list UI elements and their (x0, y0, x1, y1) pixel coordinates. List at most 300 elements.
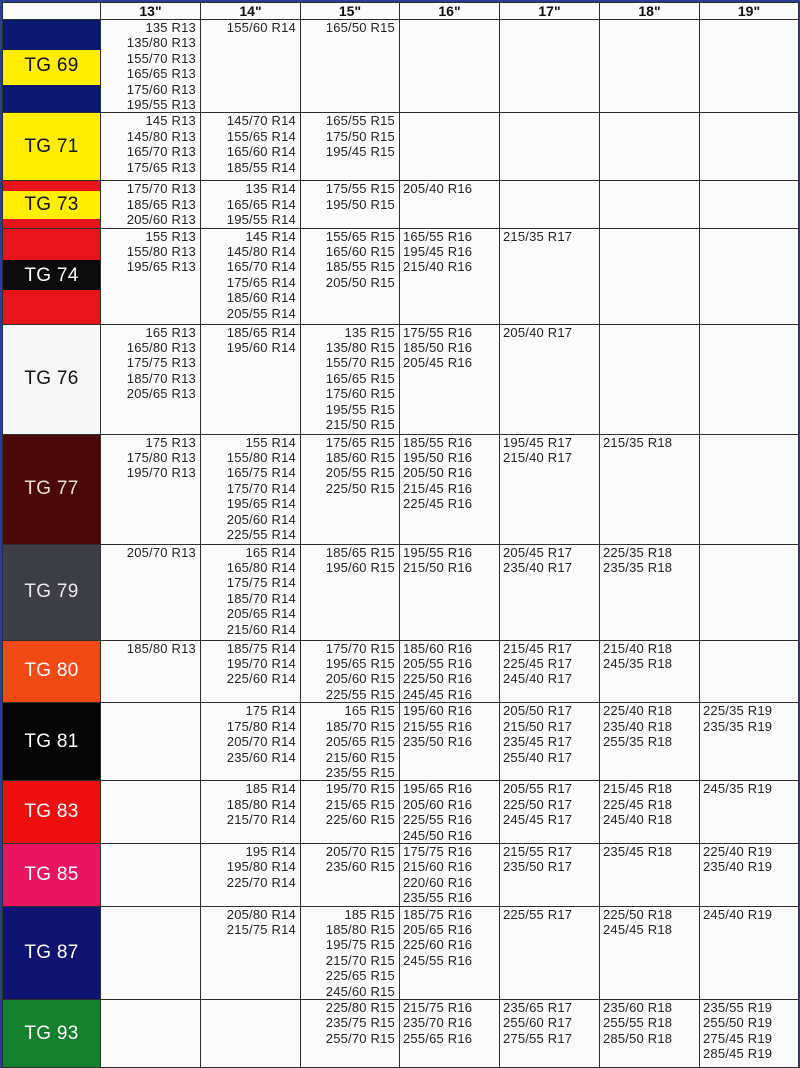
tire-size: 185 R15 (344, 906, 395, 922)
size-cell (201, 843, 301, 906)
tire-size: 225/55 R14 (226, 527, 296, 543)
tire-size: 205/55 R16 (403, 656, 473, 672)
tire-size: 225/50 R17 (503, 796, 573, 812)
tire-size: 175/70 R14 (226, 480, 296, 496)
tire-size: 215/40 R16 (403, 259, 473, 275)
tire-size: 235/40 R19 (703, 859, 773, 875)
size-cell (600, 843, 700, 906)
tire-size: 215/55 R17 (503, 843, 573, 859)
tire-size: 175/55 R15 (325, 181, 395, 197)
size-cell (101, 324, 201, 434)
size-cell (201, 20, 301, 113)
model-name: TG 93 (24, 1022, 79, 1044)
tire-size: 165/55 R15 (325, 113, 395, 129)
tire-size: 225/45 R16 (403, 496, 473, 512)
rim-size-header: 16" (400, 3, 500, 20)
tire-size: 205/45 R17 (503, 544, 573, 560)
size-cell (400, 113, 500, 181)
rim-size-header: 19" (700, 3, 799, 20)
tire-size: 165/55 R16 (403, 228, 473, 244)
tire-size: 225/35 R18 (603, 544, 673, 560)
tire-size: 165/65 R13 (126, 66, 196, 82)
size-cell (101, 228, 201, 324)
tire-size: 195/60 R14 (226, 340, 296, 356)
size-cell (400, 906, 500, 999)
tire-size: 135/80 R13 (126, 35, 196, 51)
tire-size: 235/35 R19 (703, 718, 773, 734)
tire-size: 215/40 R18 (603, 640, 673, 656)
tire-size: 175 R14 (245, 703, 296, 719)
tire-size: 245/60 R15 (325, 983, 395, 999)
tire-size: 205/70 R15 (325, 843, 395, 859)
size-cell (500, 1000, 600, 1068)
tire-size: 145/70 R14 (226, 113, 296, 129)
tire-size: 215/45 R18 (603, 781, 673, 797)
tire-size: 225/60 R16 (403, 937, 473, 953)
model-name: TG 71 (24, 135, 79, 157)
tire-size: 235/60 R15 (325, 859, 395, 875)
size-cell (500, 181, 600, 228)
chain-model-label (3, 181, 101, 228)
size-cell (101, 113, 201, 181)
table-row (3, 113, 799, 181)
tire-size: 225/50 R15 (325, 480, 395, 496)
size-cell (201, 113, 301, 181)
table-row (3, 324, 799, 434)
size-cell (301, 906, 400, 999)
tire-size: 215/60 R15 (325, 749, 395, 765)
tire-size: 255/40 R17 (503, 749, 573, 765)
tire-size: 255/60 R17 (503, 1015, 573, 1031)
tire-size: 165 R13 (145, 324, 196, 340)
tire-size: 135/80 R15 (325, 340, 395, 356)
tire-size: 195 R14 (245, 843, 296, 859)
tire-size: 220/60 R16 (403, 874, 473, 890)
tire-size: 205/55 R15 (325, 465, 395, 481)
tire-size: 225/80 R15 (325, 1000, 395, 1015)
tire-size: 175/60 R13 (126, 81, 196, 97)
model-name: TG 76 (24, 368, 79, 390)
size-cell (201, 434, 301, 544)
tire-size: 165/60 R15 (325, 244, 395, 260)
tire-size: 205/80 R14 (226, 906, 296, 922)
table-row (3, 781, 799, 844)
chain-model-label (3, 434, 101, 544)
rim-size-header: 17" (500, 3, 600, 20)
model-name: TG 79 (24, 581, 79, 603)
tire-size: 235/40 R17 (503, 560, 573, 576)
tire-size: 195/50 R15 (325, 196, 395, 212)
size-cell (500, 640, 600, 703)
size-cell (201, 640, 301, 703)
tire-size: 215/35 R18 (603, 434, 673, 450)
tire-size: 175/75 R14 (226, 575, 296, 591)
tire-size: 195/65 R15 (325, 656, 395, 672)
tire-size: 215/70 R14 (226, 812, 296, 828)
tire-size: 215/55 R16 (403, 718, 473, 734)
tire-size: 175/65 R15 (325, 434, 395, 450)
tire-size: 185/80 R14 (226, 796, 296, 812)
tire-size: 215/75 R16 (403, 1000, 473, 1015)
tire-size: 225/60 R14 (226, 671, 296, 687)
size-cell (201, 906, 301, 999)
size-cell (400, 324, 500, 434)
tire-size: 205/55 R17 (503, 781, 573, 797)
tire-size: 225/45 R18 (603, 796, 673, 812)
chain-model-label (3, 640, 101, 703)
size-cell (500, 228, 600, 324)
tire-size: 215/50 R17 (503, 718, 573, 734)
size-cell (700, 703, 799, 781)
tire-size: 185/60 R14 (226, 290, 296, 306)
size-cell (101, 843, 201, 906)
tire-size: 155/70 R15 (325, 355, 395, 371)
tire-size: 245/40 R17 (503, 671, 573, 687)
tire-size: 225/50 R18 (603, 906, 673, 922)
tire-size: 145 R14 (245, 228, 296, 244)
size-cell (500, 20, 600, 113)
tire-size: 225/60 R15 (325, 812, 395, 828)
size-cell (500, 434, 600, 544)
size-cell (600, 1000, 700, 1068)
table-body (3, 20, 799, 1068)
size-cell (500, 906, 600, 999)
size-cell (700, 1000, 799, 1068)
size-cell (101, 640, 201, 703)
tire-size: 225/40 R19 (703, 843, 773, 859)
tire-size: 175 R13 (145, 434, 196, 450)
tire-size: 245/45 R17 (503, 812, 573, 828)
tire-size: 145 R13 (145, 113, 196, 129)
size-cell (500, 113, 600, 181)
tire-size: 205/55 R14 (226, 305, 296, 321)
tire-size: 215/50 R15 (325, 417, 395, 433)
size-cell (700, 906, 799, 999)
tire-size: 185/80 R13 (126, 640, 196, 656)
tire-size: 195/70 R13 (126, 465, 196, 481)
size-cell (600, 113, 700, 181)
size-cell (700, 228, 799, 324)
tire-size: 185/75 R16 (403, 906, 473, 922)
color-band (3, 20, 100, 50)
tire-size: 165/80 R14 (226, 560, 296, 576)
tire-size: 235/55 R16 (403, 890, 473, 906)
tire-size: 245/45 R16 (403, 686, 473, 702)
tire-size: 145/80 R13 (126, 128, 196, 144)
tire-size: 205/65 R13 (126, 386, 196, 402)
tire-size: 185/75 R14 (226, 640, 296, 656)
tire-size: 235/60 R18 (603, 1000, 673, 1015)
tire-size: 215/45 R17 (503, 640, 573, 656)
table-row (3, 640, 799, 703)
size-cell (201, 181, 301, 228)
size-cell (301, 20, 400, 113)
size-cell (301, 703, 400, 781)
tire-size: 185/65 R15 (325, 544, 395, 560)
size-cell (301, 843, 400, 906)
tire-size: 245/35 R19 (703, 781, 773, 797)
tire-size: 205/45 R16 (403, 355, 473, 371)
size-cell (301, 181, 400, 228)
tire-size: 245/45 R18 (603, 921, 673, 937)
size-cell (400, 640, 500, 703)
tire-size: 195/50 R16 (403, 450, 473, 466)
model-name: TG 77 (24, 478, 79, 500)
tire-size: 225/70 R14 (226, 874, 296, 890)
size-cell (400, 434, 500, 544)
tire-size: 225/50 R16 (403, 671, 473, 687)
table-row (3, 1000, 799, 1068)
tire-size: 195/65 R13 (126, 259, 196, 275)
size-cell (301, 324, 400, 434)
size-cell (500, 544, 600, 640)
tire-size: 205/50 R16 (403, 465, 473, 481)
size-cell (101, 434, 201, 544)
color-band (3, 85, 100, 113)
size-cell (201, 781, 301, 844)
tire-size: 225/55 R17 (503, 906, 573, 922)
size-cell (101, 703, 201, 781)
tire-size: 215/70 R15 (325, 952, 395, 968)
size-cell (400, 843, 500, 906)
size-cell (400, 544, 500, 640)
tire-size: 225/45 R17 (503, 656, 573, 672)
tire-size: 215/75 R14 (226, 921, 296, 937)
tire-size: 215/50 R16 (403, 560, 473, 576)
tire-size: 235/55 R19 (703, 1000, 773, 1015)
tire-size: 165/70 R14 (226, 259, 296, 275)
chain-model-label (3, 703, 101, 781)
tire-size: 205/60 R14 (226, 511, 296, 527)
table-row (3, 434, 799, 544)
tire-size: 255/35 R18 (603, 734, 673, 750)
model-name: TG 85 (24, 863, 79, 885)
tire-size: 195/60 R16 (403, 703, 473, 719)
tire-size: 205/50 R15 (325, 274, 395, 290)
tire-size: 215/60 R14 (226, 621, 296, 637)
table-row (3, 703, 799, 781)
size-cell (500, 324, 600, 434)
model-name: TG 81 (24, 730, 79, 752)
tire-size: 205/60 R13 (126, 212, 196, 228)
tire-size: 205/65 R15 (325, 734, 395, 750)
tire-size: 175/80 R14 (226, 718, 296, 734)
size-cell (301, 781, 400, 844)
tire-size: 155/65 R14 (226, 128, 296, 144)
tire-size: 195/45 R17 (503, 434, 573, 450)
color-band (3, 219, 100, 227)
tire-size: 255/50 R19 (703, 1015, 773, 1031)
tire-size: 155 R13 (145, 228, 196, 244)
size-cell (101, 1000, 201, 1068)
tire-size: 205/70 R14 (226, 734, 296, 750)
size-cell (101, 20, 201, 113)
size-cell (101, 181, 201, 228)
tire-size: 245/35 R18 (603, 656, 673, 672)
size-cell (201, 1000, 301, 1068)
tire-size: 185/65 R14 (226, 324, 296, 340)
size-cell (201, 324, 301, 434)
size-cell (400, 228, 500, 324)
size-cell (400, 1000, 500, 1068)
size-cell (101, 781, 201, 844)
chain-model-label (3, 1000, 101, 1068)
tire-size: 185/70 R15 (325, 718, 395, 734)
tire-size: 165/65 R15 (325, 370, 395, 386)
tire-size: 205/60 R15 (325, 671, 395, 687)
rim-size-header: 15" (301, 3, 400, 20)
table-row (3, 181, 799, 228)
tire-size: 225/35 R19 (703, 703, 773, 719)
size-cell (600, 906, 700, 999)
tire-size: 235/70 R16 (403, 1015, 473, 1031)
tire-size: 185/70 R14 (226, 590, 296, 606)
size-cell (700, 434, 799, 544)
tire-size: 195/55 R15 (325, 401, 395, 417)
table-row (3, 228, 799, 324)
tire-size: 165/50 R15 (325, 20, 395, 35)
size-cell (301, 434, 400, 544)
tire-size: 195/70 R14 (226, 656, 296, 672)
tire-size: 235/60 R14 (226, 749, 296, 765)
tire-size: 165/60 R14 (226, 144, 296, 160)
tire-size: 175/65 R14 (226, 274, 296, 290)
model-name: TG 80 (24, 660, 79, 682)
tire-size: 195/55 R13 (126, 97, 196, 113)
tire-size: 195/70 R15 (325, 781, 395, 797)
model-name: TG 73 (24, 193, 79, 215)
tire-size: 175/80 R13 (126, 450, 196, 466)
tire-size: 165/65 R14 (226, 196, 296, 212)
tire-size: 235/55 R15 (325, 764, 395, 780)
tire-size: 175/50 R15 (325, 128, 395, 144)
size-cell (600, 434, 700, 544)
tire-size: 175/65 R13 (126, 159, 196, 175)
table-row (3, 906, 799, 999)
model-name: TG 69 (24, 55, 79, 77)
size-cell (700, 843, 799, 906)
chain-model-label (3, 906, 101, 999)
tire-size: 195/65 R14 (226, 496, 296, 512)
size-cell (600, 781, 700, 844)
table-row (3, 843, 799, 906)
tire-size: 185/60 R16 (403, 640, 473, 656)
tire-size: 255/55 R18 (603, 1015, 673, 1031)
tire-size: 165 R15 (344, 703, 395, 719)
tire-size: 195/60 R15 (325, 560, 395, 576)
size-cell (600, 544, 700, 640)
tire-size: 215/35 R17 (503, 228, 573, 244)
tire-size: 175/75 R13 (126, 355, 196, 371)
tire-size: 185/55 R14 (226, 159, 296, 175)
tire-size: 135 R13 (145, 20, 196, 35)
size-cell (700, 324, 799, 434)
tire-size: 195/75 R15 (325, 937, 395, 953)
chain-model-label (3, 781, 101, 844)
size-cell (301, 640, 400, 703)
tire-size: 155/70 R13 (126, 50, 196, 66)
tire-size: 235/35 R18 (603, 560, 673, 576)
tire-size: 195/45 R15 (325, 144, 395, 160)
tire-size: 225/55 R15 (325, 686, 395, 702)
size-cell (301, 1000, 400, 1068)
size-cell (600, 181, 700, 228)
tire-size: 235/45 R17 (503, 734, 573, 750)
size-cell (101, 906, 201, 999)
rim-size-header: 13" (101, 3, 201, 20)
tire-size: 205/65 R16 (403, 921, 473, 937)
size-cell (600, 20, 700, 113)
chain-model-label (3, 20, 101, 113)
size-cell (600, 228, 700, 324)
tire-size: 205/65 R14 (226, 606, 296, 622)
tire-size: 155/80 R13 (126, 244, 196, 260)
rim-size-header: 18" (600, 3, 700, 20)
rim-size-header: 14" (201, 3, 301, 20)
size-cell (700, 640, 799, 703)
tire-size: 195/55 R16 (403, 544, 473, 560)
color-band (3, 229, 100, 260)
tire-size: 155/65 R15 (325, 228, 395, 244)
tire-size: 235/65 R17 (503, 1000, 573, 1015)
tire-size: 215/45 R16 (403, 480, 473, 496)
tire-size: 235/45 R18 (603, 843, 673, 859)
chain-model-label (3, 843, 101, 906)
tire-size: 215/60 R16 (403, 859, 473, 875)
tire-size: 175/70 R15 (325, 640, 395, 656)
size-table (2, 2, 799, 1068)
tire-size: 175/75 R16 (403, 843, 473, 859)
tire-size: 165/80 R13 (126, 340, 196, 356)
size-cell (201, 228, 301, 324)
model-name: TG 87 (24, 941, 79, 963)
size-cell (400, 20, 500, 113)
tire-size: 185/70 R13 (126, 370, 196, 386)
color-band (3, 290, 100, 323)
size-cell (500, 703, 600, 781)
tire-size: 175/60 R15 (325, 386, 395, 402)
tire-size: 175/70 R13 (126, 181, 196, 197)
tire-size: 185 R14 (245, 781, 296, 797)
tire-size: 165 R14 (245, 544, 296, 560)
tire-size: 185/55 R15 (325, 259, 395, 275)
tire-size: 285/45 R19 (703, 1046, 773, 1062)
tire-size: 205/60 R16 (403, 796, 473, 812)
tire-size: 185/55 R16 (403, 434, 473, 450)
size-cell (301, 544, 400, 640)
tire-size: 275/55 R17 (503, 1030, 573, 1046)
tire-size: 155 R14 (245, 434, 296, 450)
model-name: TG 83 (24, 801, 79, 823)
tire-size: 245/55 R16 (403, 952, 473, 968)
size-cell (700, 181, 799, 228)
tire-size: 195/45 R16 (403, 244, 473, 260)
tire-size: 245/40 R18 (603, 812, 673, 828)
size-cell (201, 703, 301, 781)
size-cell (400, 181, 500, 228)
tire-size: 205/50 R17 (503, 703, 573, 719)
tire-size: 185/50 R16 (403, 340, 473, 356)
size-cell (400, 781, 500, 844)
corner-cell (3, 3, 101, 20)
size-cell (600, 640, 700, 703)
color-band (3, 181, 100, 190)
chain-model-label (3, 544, 101, 640)
size-cell (700, 113, 799, 181)
tire-size: 235/50 R17 (503, 859, 573, 875)
tire-size: 255/70 R15 (325, 1030, 395, 1046)
tire-size: 215/65 R15 (325, 796, 395, 812)
